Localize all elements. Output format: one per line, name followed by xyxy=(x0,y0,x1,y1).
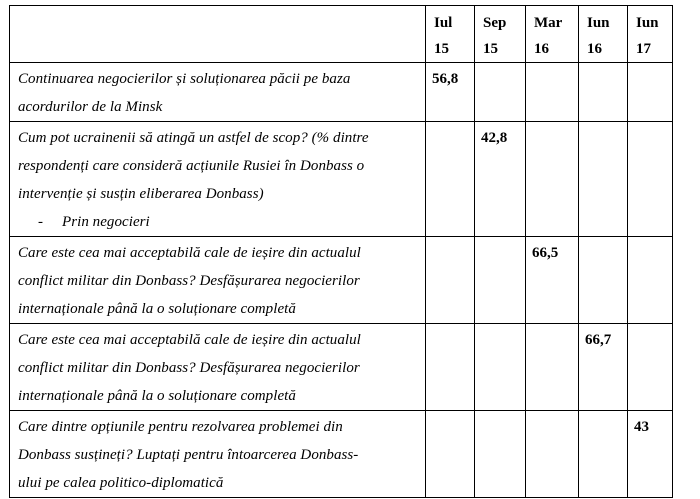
value-cell xyxy=(426,237,475,324)
question-line: Care este cea mai acceptabilă cale de ieșire din actualul xyxy=(18,332,361,348)
question-line: respondenți care consideră acțiunile Rusiei în Donbass o xyxy=(18,158,365,174)
subitem-text: Prin negocieri xyxy=(62,214,150,230)
value-cell: 56,8 xyxy=(426,63,475,122)
column-header-year: 15 xyxy=(483,41,498,57)
column-header-year: 17 xyxy=(636,41,651,57)
value-cell xyxy=(628,324,673,411)
value-cell xyxy=(475,324,526,411)
question-line: Care dintre opțiunile pentru rezolvarea problemei din xyxy=(18,419,343,435)
value-cell: 42,8 xyxy=(475,122,526,237)
question-line: acordurilor de la Minsk xyxy=(18,99,163,115)
question-cell xyxy=(10,237,426,324)
column-header xyxy=(579,6,628,63)
table-row xyxy=(10,237,673,324)
column-header-month: Mar xyxy=(534,15,563,31)
question-line: ului pe calea politico-diplomatică xyxy=(18,475,224,491)
value-cell xyxy=(475,237,526,324)
question-cell xyxy=(10,324,426,411)
value-cell xyxy=(526,63,579,122)
value-cell xyxy=(426,411,475,498)
column-header-month: Sep xyxy=(483,15,507,31)
value-cell xyxy=(579,237,628,324)
header-empty-cell xyxy=(10,6,426,63)
value-cell xyxy=(426,324,475,411)
column-header-year: 15 xyxy=(434,41,449,57)
value-cell xyxy=(579,63,628,122)
table-row xyxy=(10,324,673,411)
question-line: Continuarea negocierilor și soluționarea păcii pe baza xyxy=(18,71,351,87)
question-line: Care este cea mai acceptabilă cale de ieșire din actualul xyxy=(18,245,361,261)
column-header-month: Iul xyxy=(434,15,453,31)
value-cell: 66,5 xyxy=(526,237,579,324)
question-cell xyxy=(10,63,426,122)
question-line: intervenție și susțin eliberarea Donbass) xyxy=(18,186,264,202)
question-cell xyxy=(10,411,426,498)
value-cell xyxy=(426,122,475,237)
value-cell: 66,7 xyxy=(579,324,628,411)
table-row xyxy=(10,122,673,237)
question-line: conflict militar din Donbass? Desfășurarea negocierilor xyxy=(18,273,360,289)
question-line: Cum pot ucrainenii să atingă un astfel de scop? (% dintre xyxy=(18,130,369,146)
column-header xyxy=(526,6,579,63)
value-cell xyxy=(628,63,673,122)
table-row xyxy=(10,63,673,122)
question-line: internaționale până la o soluționare completă xyxy=(18,388,296,404)
subitem-dash: - xyxy=(38,214,44,230)
column-header-year: 16 xyxy=(534,41,549,57)
value-cell xyxy=(628,122,673,237)
survey-table xyxy=(9,5,673,498)
column-header-month: Iun xyxy=(587,15,610,31)
column-header xyxy=(426,6,475,63)
value-cell xyxy=(526,324,579,411)
question-line: conflict militar din Donbass? Desfășurarea negocierilor xyxy=(18,360,360,376)
column-header-year: 16 xyxy=(587,41,602,57)
value-cell xyxy=(526,411,579,498)
header-row xyxy=(10,6,673,63)
value-cell xyxy=(475,63,526,122)
value-cell: 43 xyxy=(628,411,673,498)
question-line: Donbass susțineți? Luptați pentru întoarcerea Donbass- xyxy=(18,447,359,463)
table-row xyxy=(10,411,673,498)
value-cell xyxy=(579,122,628,237)
column-header xyxy=(475,6,526,63)
question-cell xyxy=(10,122,426,237)
question-subitem xyxy=(18,208,425,236)
value-cell xyxy=(526,122,579,237)
value-cell xyxy=(475,411,526,498)
column-header xyxy=(628,6,673,63)
value-cell xyxy=(579,411,628,498)
value-cell xyxy=(628,237,673,324)
question-line: internaționale până la o soluționare completă xyxy=(18,301,296,317)
column-header-month: Iun xyxy=(636,15,659,31)
